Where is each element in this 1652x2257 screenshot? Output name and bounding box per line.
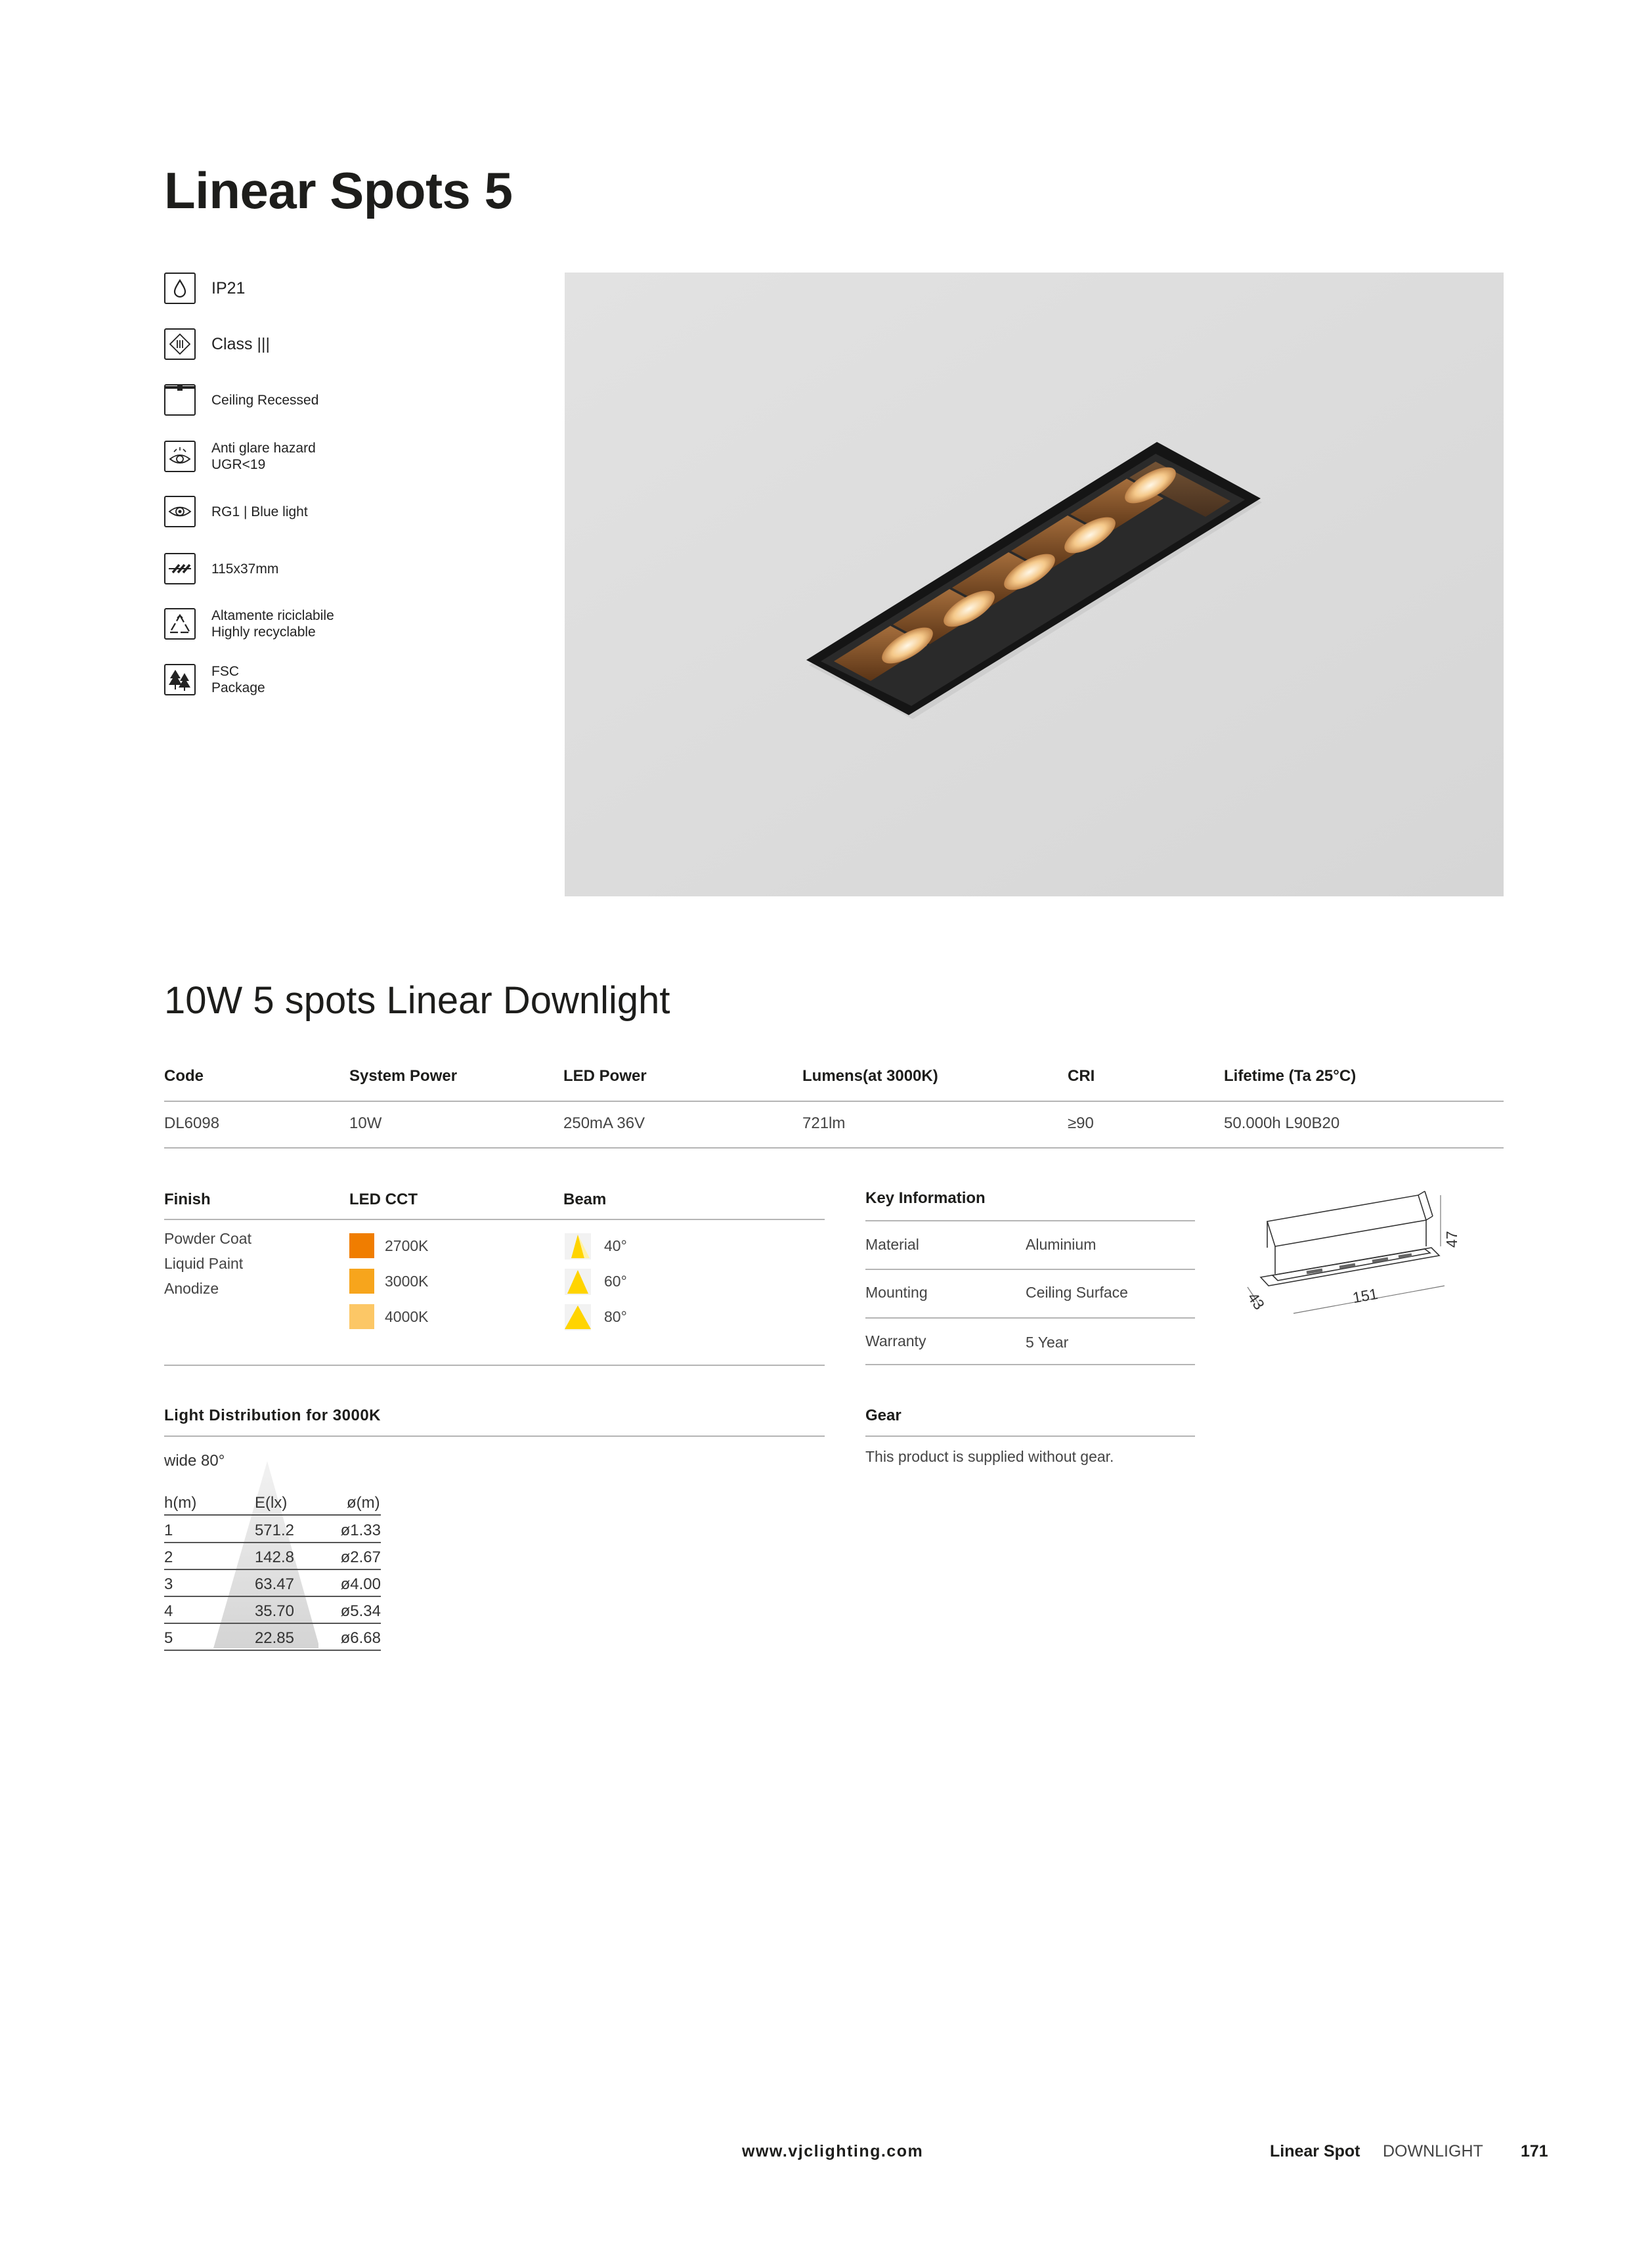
divider xyxy=(164,1219,825,1220)
divider xyxy=(164,1147,1504,1149)
beam-label: 60° xyxy=(604,1273,627,1290)
row-illuminance: 571.2 xyxy=(254,1522,294,1539)
dimension-icon xyxy=(164,553,196,584)
ceiling-recessed-icon xyxy=(164,384,196,416)
spec-value: 10W xyxy=(349,1114,382,1132)
row-illuminance: 142.8 xyxy=(254,1548,294,1566)
dimension-drawing xyxy=(1234,1182,1484,1326)
spec-header: System Power xyxy=(349,1067,458,1085)
divider xyxy=(865,1269,1195,1270)
spec-value: 50.000h L90B20 xyxy=(1224,1114,1340,1132)
divider xyxy=(164,1542,381,1543)
beam-label: 40° xyxy=(604,1237,627,1254)
feature-ceiling xyxy=(164,384,318,416)
divider xyxy=(865,1435,1195,1437)
footer-series: Linear Spot xyxy=(1270,2142,1360,2160)
key-info-header: Key Information xyxy=(865,1189,986,1207)
spec-value: DL6098 xyxy=(164,1114,220,1132)
row-illuminance: 22.85 xyxy=(254,1629,294,1647)
feature-anti-glare xyxy=(164,440,316,473)
feature-label: Class ||| xyxy=(211,334,270,353)
row-diameter: ø5.34 xyxy=(340,1602,381,1620)
key-info-label: Mounting xyxy=(865,1284,928,1301)
spec-header: Lifetime (Ta 25°C) xyxy=(1224,1067,1357,1085)
cct-swatch-3000k xyxy=(349,1269,374,1294)
row-diameter: ø6.68 xyxy=(340,1629,381,1647)
footer-category: DOWNLIGHT xyxy=(1383,2142,1483,2160)
divider xyxy=(164,1101,1504,1102)
spec-header: LED Power xyxy=(563,1067,647,1085)
divider xyxy=(164,1569,381,1570)
dimension-depth: 43 xyxy=(1244,1289,1269,1313)
beam-header: Beam xyxy=(563,1191,607,1208)
row-illuminance: 35.70 xyxy=(254,1602,294,1620)
divider xyxy=(164,1435,825,1437)
key-info-value: Aluminium xyxy=(1026,1236,1097,1253)
row-illuminance: 63.47 xyxy=(254,1575,294,1593)
finish-item: Powder Coat xyxy=(164,1230,251,1247)
feature-recycle xyxy=(164,607,334,640)
product-subtitle: 10W 5 spots Linear Downlight xyxy=(164,979,670,1022)
divider xyxy=(865,1364,1195,1365)
row-diameter: ø4.00 xyxy=(340,1575,381,1593)
spec-value: 721lm xyxy=(802,1114,846,1132)
feature-label: Altamente riciclabile xyxy=(211,608,334,623)
light-dist-header: Light Distribution for 3000K xyxy=(164,1407,381,1424)
product-photo xyxy=(565,273,1504,896)
divider xyxy=(865,1220,1195,1221)
feature-label: Highly recyclable xyxy=(211,625,316,640)
page-title: Linear Spots 5 xyxy=(164,162,513,219)
anti-glare-eye-icon xyxy=(164,441,196,472)
key-info-value: Ceiling Surface xyxy=(1026,1284,1128,1301)
beam-narrow-icon xyxy=(565,1233,591,1260)
beam-wide-label: wide 80° xyxy=(164,1452,225,1470)
class-three-icon xyxy=(164,328,196,360)
key-info-label: Material xyxy=(865,1236,919,1253)
water-drop-icon xyxy=(164,273,196,304)
beam-medium-icon xyxy=(565,1269,591,1295)
feature-label: FSC xyxy=(211,664,239,679)
divider xyxy=(164,1650,381,1651)
row-height: 2 xyxy=(164,1548,173,1566)
beam-wide-icon xyxy=(565,1304,591,1330)
beam-label: 80° xyxy=(604,1308,627,1325)
cct-header: LED CCT xyxy=(349,1191,418,1208)
feature-label: 115x37mm xyxy=(211,561,279,577)
recycle-icon xyxy=(164,608,196,640)
eye-icon xyxy=(164,496,196,527)
col-illuminance: E(lx) xyxy=(255,1494,288,1512)
spec-header: Code xyxy=(164,1067,204,1085)
finish-item: Liquid Paint xyxy=(164,1255,244,1272)
cct-swatch-4000k xyxy=(349,1304,374,1329)
feature-label: Ceiling Recessed xyxy=(211,392,319,408)
row-height: 5 xyxy=(164,1629,173,1647)
finish-header: Finish xyxy=(164,1191,211,1208)
spec-value: ≥90 xyxy=(1068,1114,1094,1132)
dimension-height: 47 xyxy=(1443,1231,1460,1248)
website-link[interactable]: www.vjclighting.com xyxy=(742,2142,924,2160)
divider xyxy=(164,1514,381,1516)
row-height: 4 xyxy=(164,1602,173,1620)
cct-label: 2700K xyxy=(385,1237,429,1254)
feature-label: RG1 | Blue light xyxy=(211,504,308,519)
spec-header: CRI xyxy=(1068,1067,1095,1085)
trees-icon xyxy=(164,664,196,695)
feature-label: Anti glare hazard xyxy=(211,441,316,456)
feature-label: IP21 xyxy=(211,278,246,297)
divider xyxy=(164,1623,381,1624)
row-diameter: ø1.33 xyxy=(340,1522,381,1539)
feature-rg1 xyxy=(164,496,308,527)
row-diameter: ø2.67 xyxy=(340,1548,381,1566)
feature-class xyxy=(164,328,270,360)
gear-text: This product is supplied without gear. xyxy=(865,1448,1114,1465)
divider xyxy=(164,1365,825,1366)
cct-label: 4000K xyxy=(385,1308,429,1325)
row-height: 1 xyxy=(164,1522,173,1539)
cct-label: 3000K xyxy=(385,1273,429,1290)
divider xyxy=(865,1317,1195,1319)
feature-fsc xyxy=(164,663,265,696)
key-info-label: Warranty xyxy=(865,1332,926,1349)
dimension-length: 151 xyxy=(1351,1284,1380,1307)
page-number: 171 xyxy=(1521,2142,1548,2160)
finish-item: Anodize xyxy=(164,1280,219,1297)
feature-label: UGR<19 xyxy=(211,457,266,472)
key-info-value: 5 Year xyxy=(1026,1334,1069,1351)
feature-label: Package xyxy=(211,680,265,695)
feature-size xyxy=(164,553,278,584)
spec-header: Lumens(at 3000K) xyxy=(802,1067,938,1085)
gear-header: Gear xyxy=(865,1407,902,1424)
feature-ip xyxy=(164,273,245,304)
cct-swatch-2700k xyxy=(349,1233,374,1258)
divider xyxy=(164,1596,381,1597)
col-height: h(m) xyxy=(164,1494,197,1512)
spec-value: 250mA 36V xyxy=(563,1114,645,1132)
col-diameter: ø(m) xyxy=(347,1494,380,1512)
row-height: 3 xyxy=(164,1575,173,1593)
